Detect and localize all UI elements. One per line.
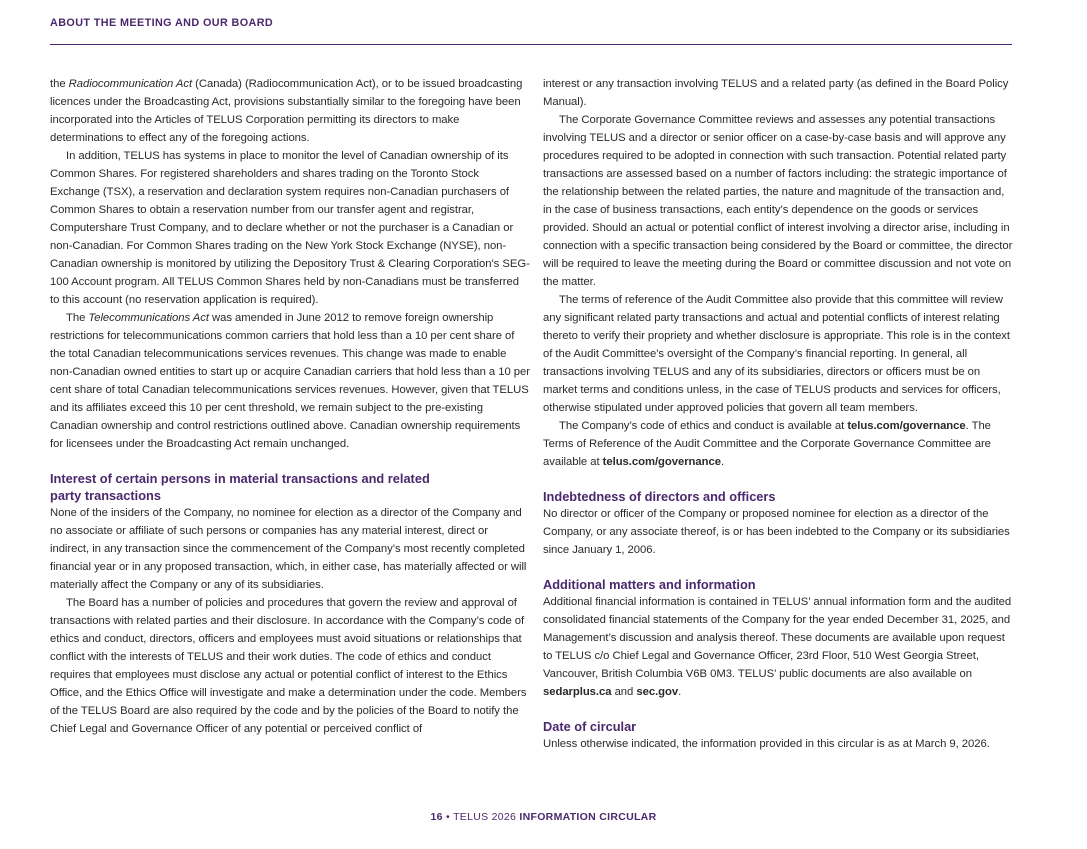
- italic-act-name: Radiocommunication Act: [68, 78, 193, 90]
- paragraph: interest or any transaction involving TELUS and a related party (as defined in the Board Policy Manual).: [543, 78, 1009, 108]
- text-run: .: [678, 686, 682, 698]
- bullet-separator: •: [446, 811, 451, 823]
- header-divider: [50, 44, 1012, 45]
- paragraph: [50, 309, 530, 453]
- spacer: [543, 471, 1013, 488]
- spacer: [543, 559, 1013, 576]
- text-run: . The Terms of Reference of the Audit Committee and the Corporate Governance Committee are available at: [543, 420, 991, 468]
- right-column: [543, 75, 1013, 753]
- paragraph: In addition, TELUS has systems in place to monitor the level of Canadian ownership of its Common Shares. For registered shareholders and shares trading on the Toronto Stock Exchange (TSX), a reservation and declaration system requires non-Canadian purchasers of Common Shares to obtain a reservation number from our transfer agent and registrar, Computershare Trust Company, and to declare whether or not the purchaser is a Canadian or non-Canadian. For Common Shares trading on the New York Stock Exchange (NYSE), non-Canadian ownership is monitored by utilizing the Depository Trust & Clearing Corporation’s SEG-100 Account program. All TELUS Common Shares held by non-Canadians must be transferred to this account (no reservation application is required).: [50, 150, 530, 306]
- text-run: The Company’s code of ethics and conduct is available at: [559, 420, 848, 432]
- section-heading-date: Date of circular: [543, 719, 637, 734]
- paragraph: The terms of reference of the Audit Committee also provide that this committee will review any significant related party transactions and actual and potential conflicts of interest relating thereto to verify their propriety and whether disclosure is appropriate. This role is in the context of the Audit Committee’s oversight of the Company’s financial reporting. In general, all transactions involving TELUS and any of its subsidiaries, directors or officers must be on market terms and conditions unless, in the case of TELUS products and services for officers, otherwise stipulated under approved policies that govern all team members.: [543, 294, 1010, 414]
- governance-link[interactable]: telus.com/governance: [602, 456, 721, 468]
- paragraph: [543, 417, 1013, 471]
- text-run: and: [611, 686, 637, 698]
- text-run: was amended in June 2012 to remove foreign ownership restrictions for telecommunications common carriers that hold less than a 10 per cent share of the total Canadian telecommunications services revenues. This change was made to enable non-Canadian owned entities to start up or acquire Canadian carriers that hold less than a 10 per cent share of total Canadian telecommunications services revenues. However, given that TELUS and its affiliates exceed this 10 per cent threshold, we remain subject to the pre-existing Canadian ownership and control restrictions outlined above. Canadian ownership requirements for licensees under the Broadcasting Act remain unchanged.: [50, 312, 530, 450]
- document-type: INFORMATION CIRCULAR: [519, 811, 657, 823]
- spacer: [543, 701, 1013, 718]
- sec-link[interactable]: sec.gov: [636, 686, 679, 698]
- governance-link[interactable]: telus.com/governance: [847, 420, 966, 432]
- left-column: [50, 75, 530, 738]
- paragraph: [543, 593, 1013, 701]
- paragraph: [50, 75, 530, 147]
- section-header: ABOUT THE MEETING AND OUR BOARD: [50, 17, 274, 29]
- section-heading-interest: Interest of certain persons in material transactions and related party transactions: [50, 471, 430, 503]
- paragraph: Unless otherwise indicated, the information provided in this circular is as at March 9, 2026.: [543, 738, 990, 750]
- section-heading-indebtedness: Indebtedness of directors and officers: [543, 489, 776, 504]
- italic-act-name: Telecommunications Act: [88, 312, 209, 324]
- text-run: .: [720, 456, 725, 468]
- paragraph: The Corporate Governance Committee reviews and assesses any potential transactions involving TELUS and a director or senior officer on a case-by-case basis and will approve any procedures required to be adopted in connection with such transaction. Potential related party transactions are assessed based on a number of factors including: the strategic importance of the relationship between the related parties, the nature and magnitude of the transaction and, in the case of business transactions, each entity’s dependence on the goods or services provided. Should an actual or potential conflict of interest involving a director arise, including in connection with a specific transaction being considered by the Board or committee, the director will be required to leave the meeting during the Board or committee discussion and not vote on the matter.: [543, 114, 1013, 288]
- paragraph: The Board has a number of policies and procedures that govern the review and approval of transactions with related parties and their disclosure. In accordance with the Company’s code of ethics and conduct, directors, officers and employees must avoid situations or relationships that conflict with the interests of TELUS and their work duties. The code of ethics and conduct requires that employees must disclose any actual or potential conflict of interest to the Ethics Office, and the Ethics Office will investigate and make a determination under the code. Members of the TELUS Board are also required by the code and by the policies of the Board to notify the Chief Legal and Governance Officer of any potential or perceived conflict of: [50, 597, 527, 735]
- text-run: (Canada) (Radiocommunication Act), or to be issued broadcasting licences under the Broadcasting Act, provisions substantially similar to the foregoing have been incorporated into the Articles of TELUS Corporation permitting its directors to make determinations to effect any of the foregoing actions.: [50, 78, 523, 144]
- paragraph: No director or officer of the Company or proposed nominee for election as a director of the Company, or any associate thereof, is or has been indebted to the Company or its subsidiaries since January 1, 2006.: [543, 508, 1010, 556]
- text-run: The: [66, 312, 89, 324]
- spacer: [50, 453, 530, 470]
- sedar-link[interactable]: sedarplus.ca: [543, 686, 612, 698]
- text-run: Additional financial information is contained in TELUS’ annual information form and the audited consolidated financial statements of the Company for the year ended December 31, 2025, and Management’s discussion and analysis thereof. These documents are available upon request to TELUS c/o Chief Legal and Governance Officer, 23rd Floor, 510 West Georgia Street, Vancouver, British Columbia V6B 0M3. TELUS’ public documents are also available on: [543, 596, 1012, 680]
- text-run: the: [50, 78, 69, 90]
- document-name: TELUS 2026: [453, 811, 517, 823]
- paragraph: None of the insiders of the Company, no nominee for election as a director of the Company and no associate or affiliate of such persons or companies has any material interest, direct or indirect, in any transaction since the commencement of the Company’s most recently completed financial year or in any proposed transaction, which, in either case, has materially affected or will materially affect the Company or any of its subsidiaries.: [50, 507, 527, 591]
- section-heading-additional: Additional matters and information: [543, 577, 756, 592]
- page-number: 16: [430, 811, 443, 823]
- page-footer: [0, 811, 1087, 823]
